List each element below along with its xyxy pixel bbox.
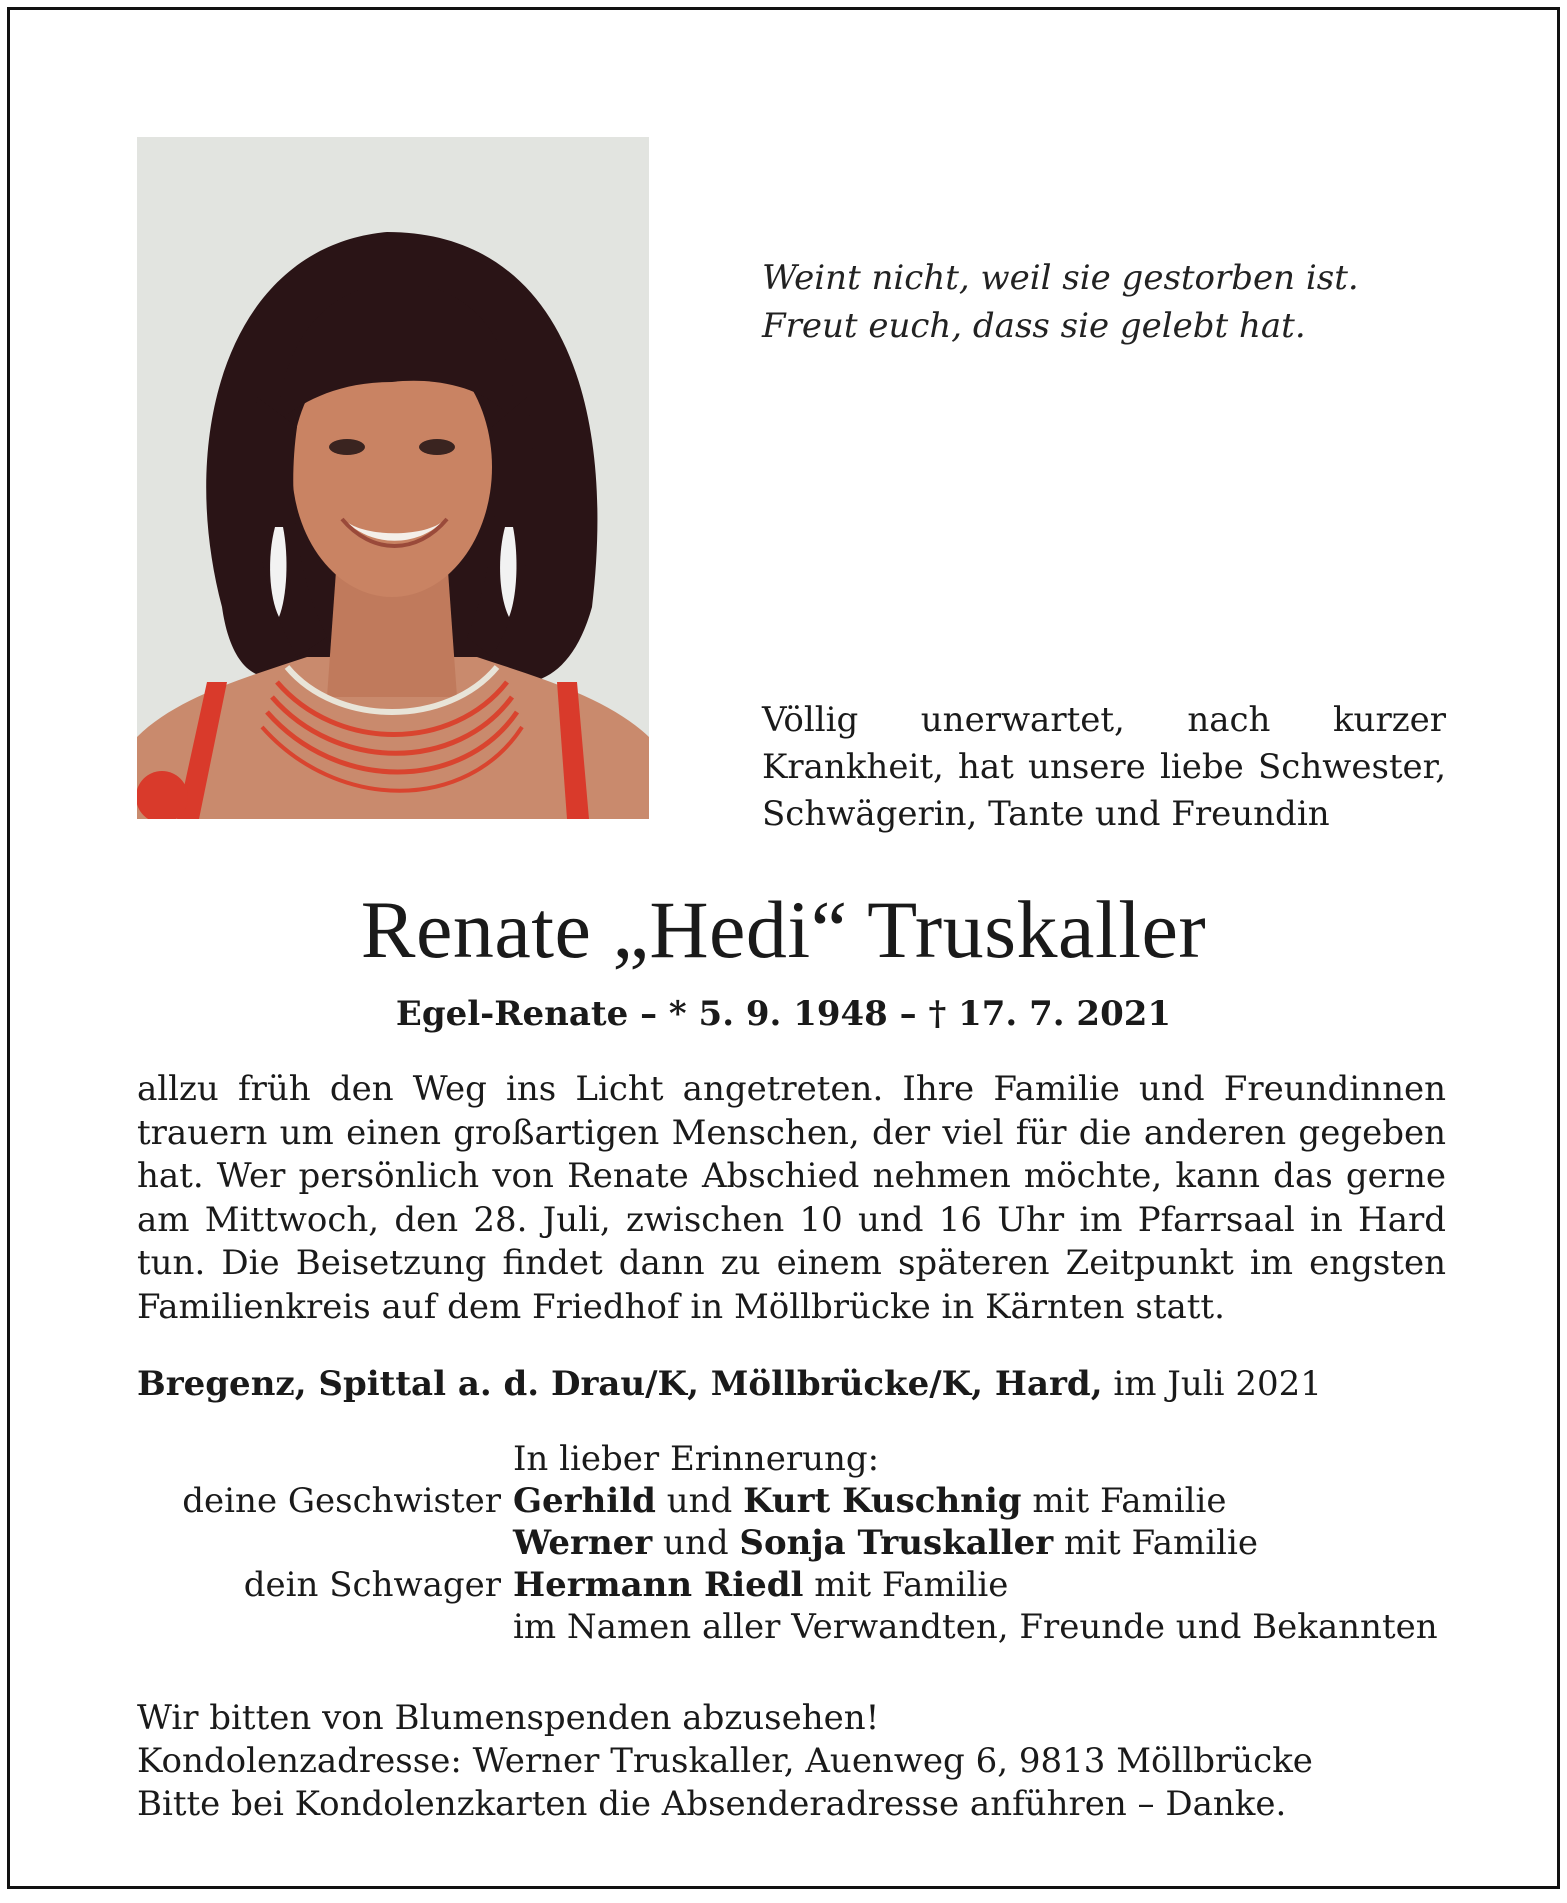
sender-address-note: Bitte bei Kondolenzkarten die Absenderadresse anführen – Danke. [137, 1784, 1287, 1824]
brother-in-law-row: dein Schwager Hermann Riedl mit Familie [137, 1564, 1457, 1606]
condolence-address: Kondolenzadresse: Werner Truskaller, Auenweg 6, 9813 Möllbrücke [137, 1741, 1313, 1781]
sibling-name: Gerhild [513, 1481, 656, 1521]
intro-text: Völlig unerwartet, nach kurzer Krankheit, hat unsere liebe Schwester, Schwägerin, Tante und Freundin [762, 700, 1446, 834]
all-relatives-row [137, 1606, 1457, 1648]
portrait-photo [137, 137, 649, 819]
brother-in-law-name: Hermann Riedl [513, 1565, 804, 1605]
memory-heading: In lieber Erinnerung: [513, 1439, 880, 1479]
places: Bregenz, Spittal a. d. Drau/K, Möllbrücke/K, Hard, [137, 1364, 1103, 1404]
portrait-illustration [137, 137, 649, 819]
sibling-name: Sonja Truskaller [739, 1523, 1054, 1563]
sibling-name: Werner [513, 1523, 653, 1563]
sibling-name: Kurt Kuschnig [743, 1481, 1022, 1521]
siblings-row-1: deine Geschwister Gerhild und Kurt Kuschnig mit Familie [137, 1480, 1457, 1522]
in-memory-block [137, 1438, 1457, 1648]
body-text: allzu früh den Weg ins Licht angetreten. Ihre Familie und Freundinnen trauern um einen großartigen Menschen, der viel für die anderen gegeben hat. Wer persönlich von Renate Abschied nehmen möchte, kann das gerne am Mittwoch, den 28. Juli, zwischen 10 und 16 Uhr im Pfarrsaal in Hard tun. Die Beisetzung findet dann zu einem späteren Zeitpunkt im engsten Familienkreis auf dem Friedhof in Möllbrücke in Kärnten statt. [137, 1069, 1446, 1327]
siblings-label: deine Geschwister [182, 1481, 501, 1521]
quote-line-2: Freut euch, dass sie gelebt hat. [762, 306, 1306, 346]
siblings-row-2: Werner und Sonja Truskaller mit Familie [513, 1523, 1259, 1563]
deceased-name: Renate „Hedi“ Truskaller [360, 884, 1207, 975]
date-line: im Juli 2021 [1102, 1364, 1322, 1404]
brother-in-law-label: dein Schwager [243, 1565, 501, 1605]
obituary-notice [7, 7, 1560, 1889]
all-relatives: im Namen aller Verwandten, Freunde und Bekannten [513, 1607, 1438, 1647]
flowers-note: Wir bitten von Blumenspenden abzusehen! [137, 1698, 880, 1738]
life-dates: Egel-Renate – * 5. 9. 1948 – † 17. 7. 2021 [395, 994, 1172, 1034]
quote [762, 254, 1359, 350]
places-line [137, 1362, 1322, 1406]
memory-heading-row [137, 1438, 1457, 1480]
quote-line-1: Weint nicht, weil sie gestorben ist. [762, 258, 1359, 298]
closing-notes [137, 1697, 1313, 1826]
